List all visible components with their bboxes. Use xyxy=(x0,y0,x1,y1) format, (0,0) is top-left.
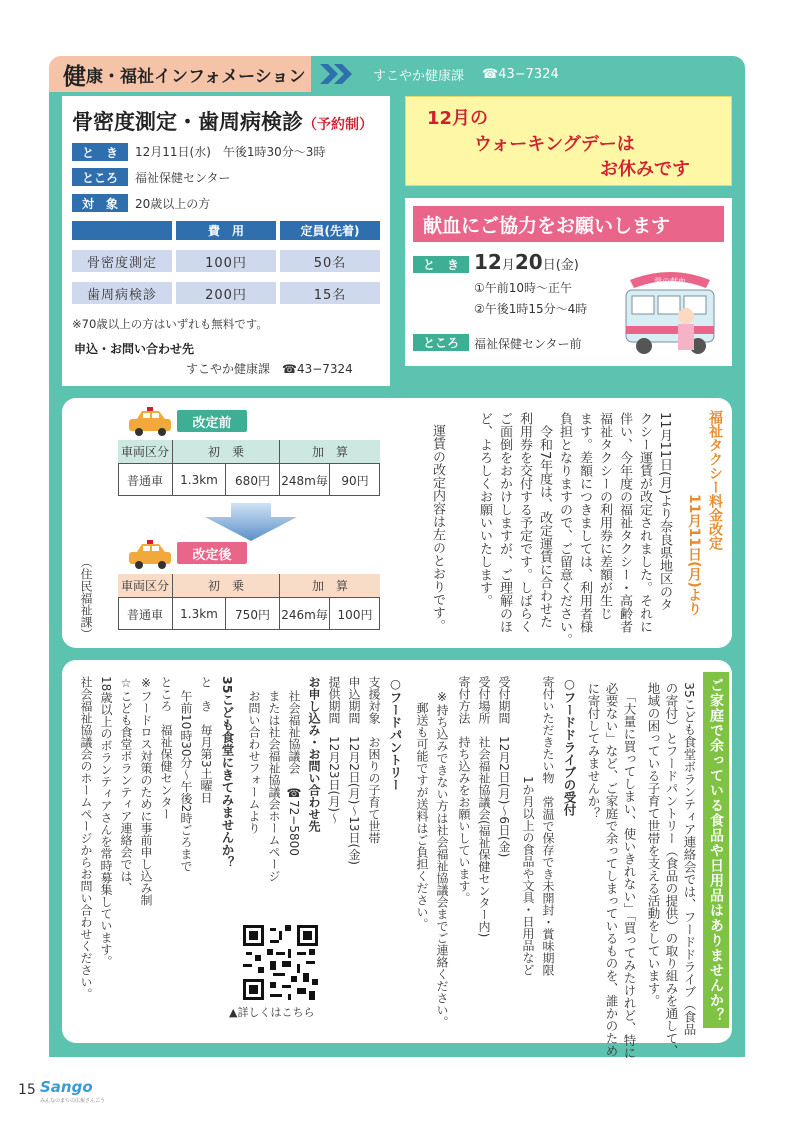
header-tel: ☎43−7324 xyxy=(482,66,559,82)
taxi-para: 11月11日(月)より奈良県地区のタ xyxy=(657,412,672,612)
qr-code[interactable] xyxy=(243,925,318,1000)
kids-cafeteria-text: 18歳以上のボランティアさんを常時募集しています。 xyxy=(99,676,113,968)
qr-caption: ▲詳しくはこちら xyxy=(229,1006,315,1019)
walk-line-1: 12月の xyxy=(427,108,489,129)
taxi-para: 令和7年度は、改定運賃に合わせた xyxy=(537,425,552,629)
taxi-after-label: 改定後 xyxy=(177,542,247,564)
taxi-dept: （住民福祉課） xyxy=(79,556,93,640)
label-where: ところ xyxy=(72,168,128,186)
blood-where: 福祉保健センター前 xyxy=(474,337,582,351)
taxi-cell: 246m毎 xyxy=(280,598,330,630)
blood-time-2: ②午後1時15分〜4時 xyxy=(474,302,588,316)
table-header-blank xyxy=(72,221,172,240)
sango-logo: Sango xyxy=(40,1078,93,1096)
food-drive-text: 受付場所 社会福祉協議会(福祉保健センター内) xyxy=(477,676,491,938)
taxi-head-class: 車両区分 xyxy=(118,574,173,598)
taxi-para: ご面倒をおかけしますが、ご理解のほ xyxy=(497,412,512,633)
header-band xyxy=(311,56,745,92)
taxi-cell: 90円 xyxy=(341,473,369,488)
food-pantry-text: 申込期間 12月2日(月)〜13日(金) xyxy=(347,676,361,865)
bone-title: 骨密度測定・歯周病検診（予約制） xyxy=(72,110,373,134)
taxi-para: ど、よろしくお願いいたします。 xyxy=(477,412,492,607)
taxi-before-label: 改定前 xyxy=(177,410,247,432)
label-when: と き xyxy=(413,256,469,273)
taxi-cell: 248m毎 xyxy=(280,464,330,496)
walk-line-3: お休みです xyxy=(600,159,690,180)
bone-when: 12月11日(水) 午後1時30分〜3時 xyxy=(135,145,326,159)
header-title: 康・福祉インフォメーション xyxy=(86,66,306,87)
bone-contact: すこやか健康課 ☎43−7324 xyxy=(186,362,353,376)
header-dept: すこやか健康課 xyxy=(373,68,465,84)
food-intro: 地域の困っている子育て世帯を支える活動をしています。 xyxy=(646,682,661,1007)
kids-cafeteria-text: ☆こども食堂ボランティア連絡会では、 xyxy=(119,676,133,894)
table-row-name: 歯周病検診 xyxy=(72,282,172,304)
taxi-cell: 普通車 xyxy=(118,464,173,496)
taxi-cell: 1.3km xyxy=(173,598,226,630)
kids-cafeteria-text: ところ 福祉保健センター xyxy=(159,676,173,820)
blood-time-1: ①午前10時〜正午 xyxy=(474,281,573,295)
food-pantry-text: 社会福祉協議会 ☎72−5800 xyxy=(287,690,301,856)
food-pantry-text: 提供期間 12月23日(月)〜 xyxy=(327,676,341,824)
food-drive-text: 受付期間 12月2日(月)〜6日(金) xyxy=(497,676,511,858)
taxi-para: 運賃の改定内容は左のとおりです。 xyxy=(430,424,445,632)
taxi-cell: 1.3km xyxy=(173,464,226,496)
taxi-icon xyxy=(125,538,175,572)
food-intro: 「大量に買ってしまい、使いきれない」「買ってみたけれど、特に xyxy=(622,690,637,1059)
bone-contact-label: 申込・お問い合わせ先 xyxy=(74,342,195,356)
food-intro: の寄付）とフードパントリー（食品の提供）の取り組みを通して、 xyxy=(664,682,679,1057)
taxi-cell: 680円 xyxy=(226,464,280,496)
taxi-para: ます。差額につきましては、利用者様 xyxy=(577,412,592,633)
food-pantry-heading: ○フードパントリー xyxy=(388,676,403,791)
food-drive-text: 寄付いただきたい物 常温で保存でき未開封・賞味期限 xyxy=(541,676,555,976)
kids-cafeteria-text: 午前10時30分〜午後2時ごろまで xyxy=(179,690,193,873)
page-number: 15 xyxy=(18,1082,36,1098)
label-when: と き xyxy=(72,143,128,161)
taxi-title-2: 11月11日(月)より xyxy=(686,494,702,616)
taxi-head-class: 車両区分 xyxy=(118,440,173,464)
food-ribbon: ご家庭で余っている食品や日用品はありませんか？ xyxy=(703,672,729,1028)
table-header-fee: 費 用 xyxy=(176,221,276,240)
sango-logo-sub: みんなのまちの広報さんごう xyxy=(40,1098,106,1104)
food-pantry-text: または社会福祉協議会ホームページ xyxy=(267,690,281,882)
food-pantry-contact-label: お申し込み・お問い合わせ先 xyxy=(307,676,321,832)
table-header-cap: 定員(先着) xyxy=(280,221,380,240)
section-header-tab xyxy=(49,56,311,92)
taxi-para: 利用券を交付する予定です。しばらく xyxy=(517,412,532,633)
bone-note: ※70歳以上の方はいずれも無料です。 xyxy=(72,317,268,331)
label-where: ところ xyxy=(413,334,469,351)
taxi-para: 伴い、今年度の福祉タクシー・高齢者 xyxy=(617,412,632,633)
food-drive-text: 寄付方法 持ち込みをお願いしています。 xyxy=(457,676,471,904)
table-row-fee: 200円 xyxy=(176,282,276,304)
taxi-para: クシー運賃が改定されました。それに xyxy=(637,412,652,633)
food-intro: 必要ない」など、ご家庭で余ってしまっているものを、誰かのため xyxy=(604,682,619,1057)
walk-line-2: ウォーキングデーは xyxy=(474,134,635,155)
taxi-para: 負担となりますので、ご留意ください。 xyxy=(557,412,572,646)
double-chevron-icon xyxy=(318,62,358,86)
taxi-icon xyxy=(125,405,175,439)
food-intro: 35こども食堂ボランティア連絡会では、フードドライブ（食品 xyxy=(682,682,697,1036)
taxi-head-first: 初 乗 xyxy=(173,440,280,464)
food-drive-text: 郵送も可能ですが送料はご負担ください。 xyxy=(415,702,429,930)
taxi-cell: 普通車 xyxy=(118,598,173,630)
label-target: 対 象 xyxy=(72,194,128,212)
bone-target: 20歳以上の方 xyxy=(135,197,211,211)
taxi-para: 福祉タクシーの利用券に差額が生じ xyxy=(597,412,612,620)
table-row-name: 骨密度測定 xyxy=(72,250,172,272)
blood-bus-illustration xyxy=(620,268,730,363)
blood-title: 献血にご協力をお願いします xyxy=(413,206,724,242)
taxi-title-1: 福祉タクシー料金改定 xyxy=(707,410,723,550)
kids-cafeteria-heading: 35こども食堂にきてみませんか？ xyxy=(220,676,235,869)
bus-sign-text: 愛の献血 xyxy=(654,277,686,286)
blood-date: 12月20日(金) xyxy=(474,250,579,274)
down-arrow-icon xyxy=(205,503,297,541)
table-row-cap: 15名 xyxy=(280,282,380,304)
food-pantry-text: お問い合わせフォームより xyxy=(247,690,261,834)
taxi-cell: 100円 xyxy=(337,607,373,622)
table-row-cap: 50名 xyxy=(280,250,380,272)
food-drive-text: ※持ち込みできない方は社会福祉協議会までご連絡ください。 xyxy=(435,690,449,1028)
header-title-big: 健 xyxy=(63,63,86,90)
food-intro: に寄付してみませんか？ xyxy=(586,682,601,820)
taxi-head-first: 初 乗 xyxy=(173,574,280,598)
food-drive-text: 1か月以上の食品や文具・日用品など xyxy=(521,776,535,976)
bone-where: 福祉保健センター xyxy=(135,171,231,185)
bone-subtitle: （予約制） xyxy=(303,117,373,133)
food-drive-heading: ○フードドライブの受付 xyxy=(562,676,577,816)
taxi-cell: 750円 xyxy=(226,598,280,630)
table-row-fee: 100円 xyxy=(176,250,276,272)
kids-cafeteria-text: ※フードロス対策のために事前申し込み制 xyxy=(139,676,153,906)
kids-cafeteria-text: 社会福祉協議会のホームページからお問い合わせください。 xyxy=(79,676,93,1000)
food-pantry-text: 支援対象 お困りの子育て世帯 xyxy=(367,676,381,844)
taxi-head-add: 加 算 xyxy=(280,440,380,464)
kids-cafeteria-text: と き 毎月第3土曜日 xyxy=(199,676,213,804)
taxi-head-add: 加 算 xyxy=(280,574,380,598)
